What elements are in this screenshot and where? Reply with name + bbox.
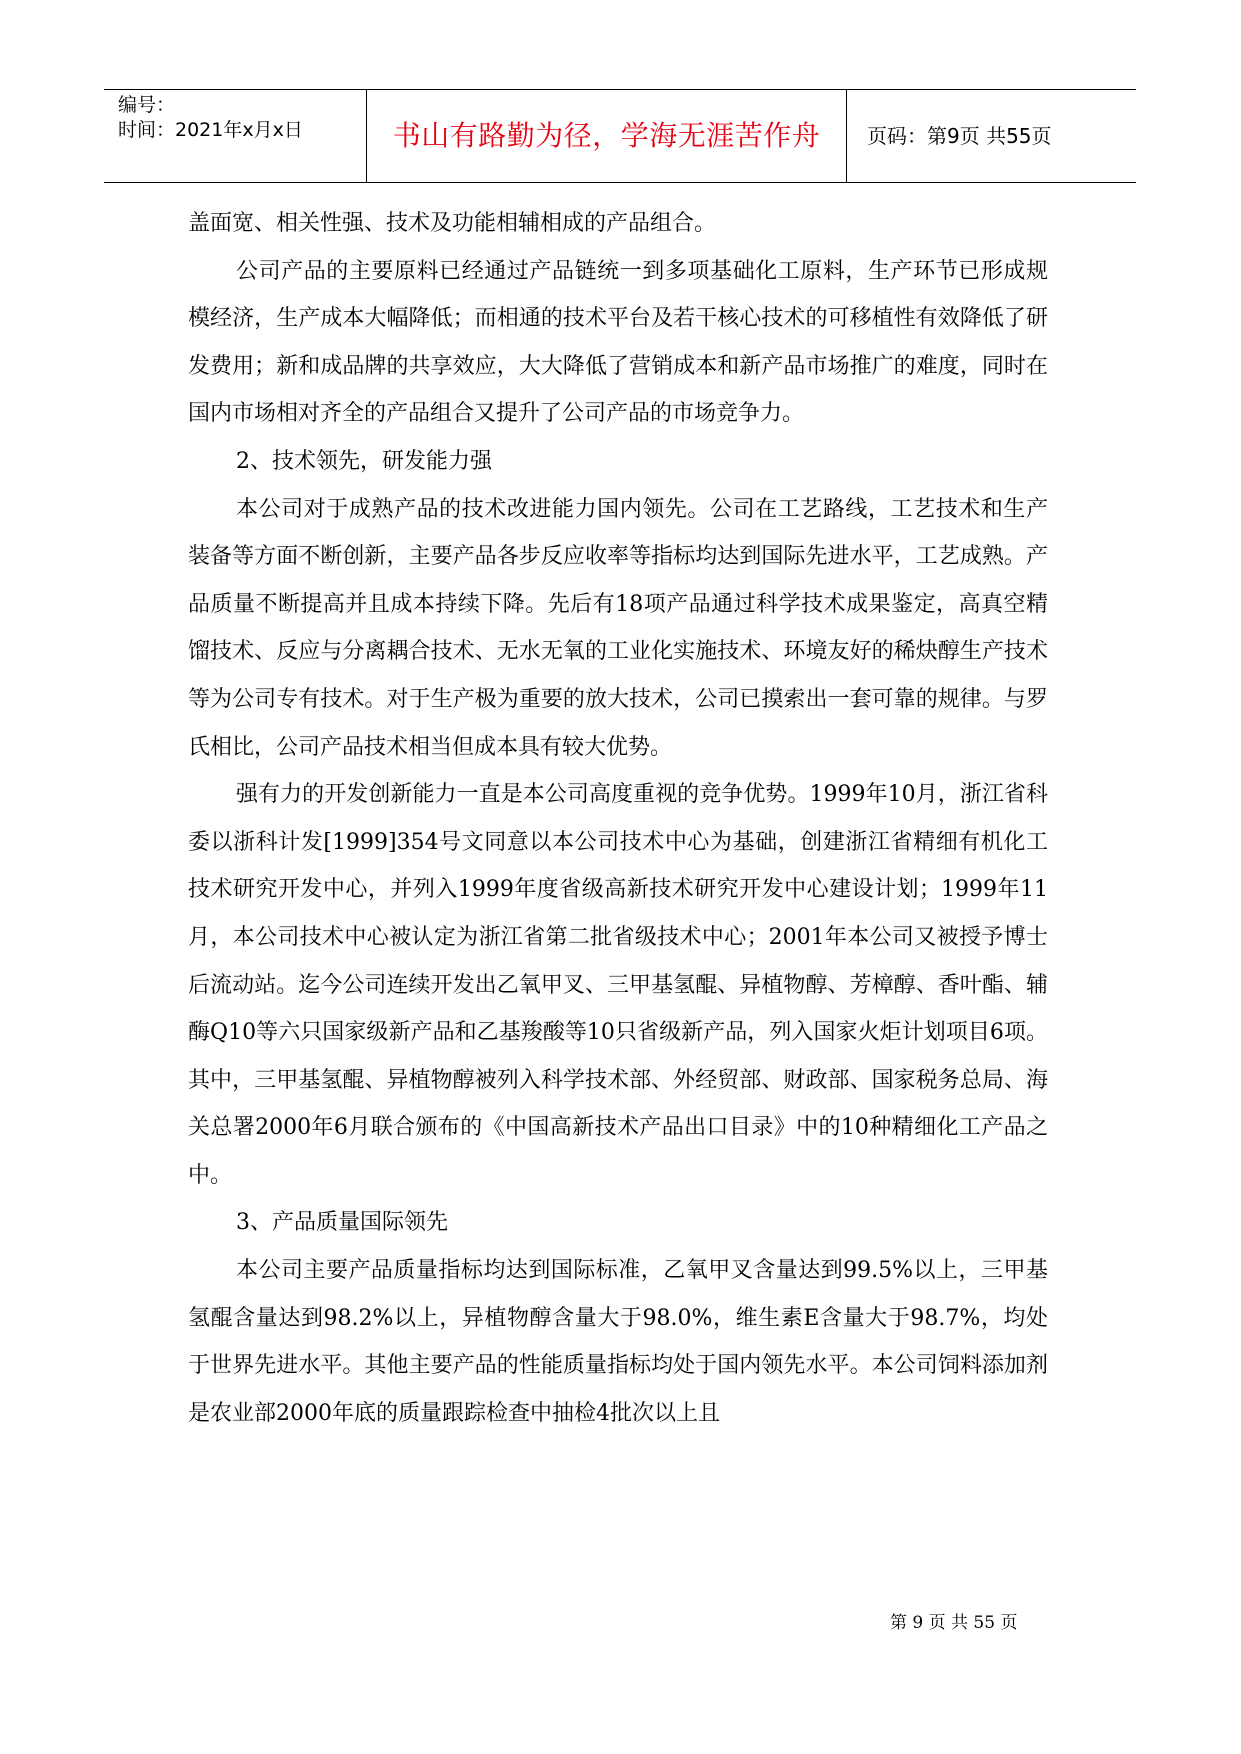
- header-page-cell: [847, 90, 1136, 182]
- header-info-cell: [104, 90, 367, 182]
- paragraph: 强有力的开发创新能力一直是本公司高度重视的竞争优势。1999年10月，浙江省科委以浙科计发[1999]354号文同意以本公司技术中心为基础，创建浙江省精细有机化工技术研究开发中心，并列入1999年度省级高新技术研究开发中心建设计划；1999年11月，本公司技术中心被认定为浙江省第二批省级技术中心；2001年本公司又被授予博士后流动站。迄今公司连续开发出乙氧甲叉、三甲基氢醌、异植物醇、芳樟醇、香叶酯、辅酶Q10等六只国家级新产品和乙基羧酸等10只省级新产品，列入国家火炬计划项目6项。其中，三甲基氢醌、异植物醇被列入科学技术部、外经贸部、财政部、国家税务总局、海关总署2000年6月联合颁布的《中国高新技术产品出口目录》中的10种精细化工产品之中。: [188, 782, 1048, 1188]
- paragraph: 本公司对于成熟产品的技术改进能力国内领先。公司在工艺路线，工艺技术和生产装备等方面不断创新，主要产品各步反应收率等指标均达到国际先进水平，工艺成熟。产品质量不断提高并且成本持续下降。先后有18项产品通过科学技术成果鉴定，高真空精馏技术、反应与分离耦合技术、无水无氧的工业化实施技术、环境友好的稀炔醇生产技术等为公司专有技术。对于生产极为重要的放大技术，公司已摸索出一套可靠的规律。与罗氏相比，公司产品技术相当但成本具有较大优势。: [188, 496, 1048, 760]
- motto-text: 书山有路勤为径，学海无涯苦作舟: [392, 119, 821, 152]
- page-code-label: 页码：第9页 共55页: [867, 124, 1052, 148]
- document-time-label: 时间：2021年x月x日: [118, 119, 303, 141]
- section-heading: 3、产品质量国际领先: [236, 1210, 448, 1236]
- document-number-label: 编号：: [118, 94, 176, 116]
- page-header: [104, 89, 1136, 183]
- paragraph-continuation: 盖面宽、相关性强、技术及功能相辅相成的产品组合。: [188, 211, 717, 236]
- document-body: [188, 200, 1048, 1437]
- section-heading: 2、技术领先，研发能力强: [236, 448, 492, 474]
- header-motto-cell: [367, 90, 847, 182]
- paragraph: 公司产品的主要原料已经通过产品链统一到多项基础化工原料，生产环节已形成规模经济，生产成本大幅降低；而相通的技术平台及若干核心技术的可移植性有效降低了研发费用；新和成品牌的共享效应，大大降低了营销成本和新产品市场推广的难度，同时在国内市场相对齐全的产品组合又提升了公司产品的市场竞争力。: [188, 258, 1048, 427]
- paragraph: 本公司主要产品质量指标均达到国际标准，乙氧甲叉含量达到99.5%以上，三甲基氢醌含量达到98.2%以上，异植物醇含量大于98.0%，维生素E含量大于98.7%，均处于世界先进水平。其他主要产品的性能质量指标均处于国内领先水平。本公司饲料添加剂是农业部2000年底的质量跟踪检查中抽检4批次以上且: [188, 1258, 1048, 1426]
- page-footer-number: 第 9 页 共 55 页: [890, 1613, 1018, 1633]
